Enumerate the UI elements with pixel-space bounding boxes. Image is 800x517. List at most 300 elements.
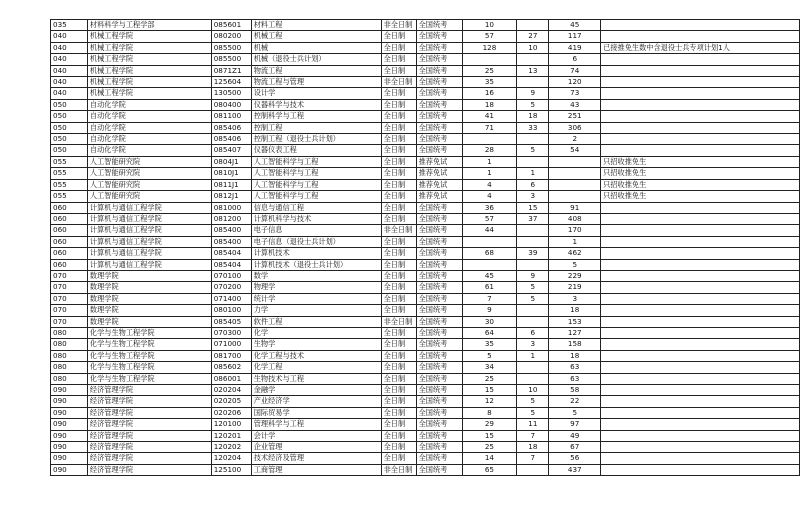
cell-applicant-count: 462 [549, 248, 601, 259]
cell-major-code: 125604 [211, 77, 251, 88]
cell-exam-type: 全国统考 [416, 362, 462, 373]
cell-plan-count: 15 [462, 385, 517, 396]
cell-recommended-count: 5 [517, 282, 549, 293]
enrollment-table [50, 19, 800, 476]
cell-plan-count: 30 [462, 316, 517, 327]
cell-remark [601, 350, 800, 361]
table-row [51, 179, 800, 190]
cell-exam-type: 全国统考 [416, 385, 462, 396]
cell-exam-type: 全国统考 [416, 31, 462, 42]
cell-major-code: 070100 [211, 270, 251, 281]
cell-study-mode: 全日制 [381, 305, 416, 316]
cell-major-name: 人工智能科学与工程 [251, 179, 381, 190]
cell-plan-count: 25 [462, 65, 517, 76]
table-row [51, 385, 800, 396]
cell-plan-count: 41 [462, 111, 517, 122]
cell-recommended-count: 9 [517, 270, 549, 281]
cell-dept-name: 化学与生物工程学院 [87, 327, 211, 338]
cell-major-name: 化学 [251, 327, 381, 338]
cell-applicant-count: 45 [549, 20, 601, 31]
cell-applicant-count: 18 [549, 350, 601, 361]
cell-remark [601, 54, 800, 65]
cell-remark [601, 122, 800, 133]
cell-major-code: 081100 [211, 111, 251, 122]
cell-major-name: 电子信息（退役士兵计划） [251, 236, 381, 247]
cell-exam-type: 全国统考 [416, 122, 462, 133]
cell-recommended-count [517, 156, 549, 167]
cell-applicant-count: 1 [549, 236, 601, 247]
cell-major-code: 070200 [211, 282, 251, 293]
cell-study-mode: 全日制 [381, 350, 416, 361]
cell-major-name: 管理科学与工程 [251, 419, 381, 430]
cell-recommended-count: 33 [517, 122, 549, 133]
cell-exam-type: 全国统考 [416, 373, 462, 384]
cell-major-code: 120100 [211, 419, 251, 430]
cell-major-code: 020204 [211, 385, 251, 396]
cell-applicant-count [549, 191, 601, 202]
cell-plan-count [462, 236, 517, 247]
cell-plan-count: 35 [462, 77, 517, 88]
cell-major-name: 信息与通信工程 [251, 202, 381, 213]
cell-applicant-count: 127 [549, 327, 601, 338]
cell-recommended-count: 5 [517, 293, 549, 304]
cell-dept-code: 050 [51, 99, 88, 110]
cell-study-mode: 全日制 [381, 430, 416, 441]
cell-major-code: 020206 [211, 407, 251, 418]
cell-applicant-count: 306 [549, 122, 601, 133]
table-row [51, 407, 800, 418]
cell-major-code: 0804J1 [211, 156, 251, 167]
cell-major-name: 生物学 [251, 339, 381, 350]
cell-applicant-count: 43 [549, 99, 601, 110]
cell-study-mode: 全日制 [381, 373, 416, 384]
cell-study-mode: 全日制 [381, 270, 416, 281]
cell-study-mode: 全日制 [381, 396, 416, 407]
cell-dept-name: 自动化学院 [87, 122, 211, 133]
cell-major-name: 机械工程 [251, 31, 381, 42]
cell-plan-count: 57 [462, 213, 517, 224]
table-row [51, 259, 800, 270]
cell-study-mode: 全日制 [381, 236, 416, 247]
cell-remark: 只招收推免生 [601, 156, 800, 167]
cell-applicant-count: 437 [549, 464, 601, 475]
cell-major-name: 物理学 [251, 282, 381, 293]
cell-plan-count: 4 [462, 179, 517, 190]
cell-dept-name: 化学与生物工程学院 [87, 350, 211, 361]
cell-remark [601, 270, 800, 281]
cell-plan-count: 44 [462, 225, 517, 236]
cell-study-mode: 全日制 [381, 202, 416, 213]
cell-exam-type: 全国统考 [416, 350, 462, 361]
table-row [51, 305, 800, 316]
cell-major-code: 085400 [211, 225, 251, 236]
cell-plan-count: 71 [462, 122, 517, 133]
cell-study-mode: 全日制 [381, 111, 416, 122]
table-row [51, 350, 800, 361]
cell-plan-count: 1 [462, 168, 517, 179]
cell-major-code: 120204 [211, 453, 251, 464]
cell-plan-count: 5 [462, 350, 517, 361]
cell-dept-code: 070 [51, 316, 88, 327]
cell-dept-name: 自动化学院 [87, 134, 211, 145]
cell-recommended-count [517, 134, 549, 145]
cell-applicant-count: 74 [549, 65, 601, 76]
cell-plan-count: 128 [462, 42, 517, 53]
cell-major-code: 085500 [211, 54, 251, 65]
cell-dept-code: 040 [51, 31, 88, 42]
cell-dept-code: 090 [51, 419, 88, 430]
cell-exam-type: 全国统考 [416, 248, 462, 259]
cell-major-code: 085407 [211, 145, 251, 156]
cell-dept-name: 计算机与通信工程学院 [87, 213, 211, 224]
cell-remark [601, 396, 800, 407]
cell-plan-count: 18 [462, 99, 517, 110]
cell-major-code: 0871Z1 [211, 65, 251, 76]
cell-dept-code: 060 [51, 248, 88, 259]
cell-remark [601, 385, 800, 396]
cell-recommended-count: 3 [517, 191, 549, 202]
cell-remark [601, 316, 800, 327]
cell-recommended-count: 5 [517, 145, 549, 156]
cell-plan-count: 10 [462, 20, 517, 31]
cell-exam-type: 全国统考 [416, 202, 462, 213]
cell-study-mode: 全日制 [381, 88, 416, 99]
cell-exam-type: 全国统考 [416, 430, 462, 441]
cell-major-code: 085404 [211, 259, 251, 270]
cell-plan-count [462, 54, 517, 65]
cell-exam-type: 全国统考 [416, 65, 462, 76]
cell-recommended-count [517, 77, 549, 88]
cell-exam-type: 全国统考 [416, 111, 462, 122]
table-row [51, 236, 800, 247]
cell-applicant-count: 251 [549, 111, 601, 122]
cell-dept-code: 060 [51, 213, 88, 224]
cell-dept-name: 机械工程学院 [87, 77, 211, 88]
cell-exam-type: 全国统考 [416, 134, 462, 145]
table-row [51, 88, 800, 99]
table-row [51, 282, 800, 293]
cell-major-code: 085406 [211, 134, 251, 145]
cell-dept-name: 计算机与通信工程学院 [87, 248, 211, 259]
cell-dept-name: 经济管理学院 [87, 407, 211, 418]
cell-dept-name: 机械工程学院 [87, 88, 211, 99]
cell-recommended-count: 5 [517, 396, 549, 407]
cell-study-mode: 全日制 [381, 99, 416, 110]
cell-major-name: 仪器仪表工程 [251, 145, 381, 156]
cell-applicant-count: 67 [549, 442, 601, 453]
cell-remark [601, 236, 800, 247]
cell-exam-type: 全国统考 [416, 396, 462, 407]
cell-applicant-count: 117 [549, 31, 601, 42]
cell-applicant-count: 170 [549, 225, 601, 236]
cell-dept-code: 090 [51, 407, 88, 418]
cell-dept-code: 080 [51, 339, 88, 350]
cell-dept-name: 经济管理学院 [87, 464, 211, 475]
cell-applicant-count [549, 179, 601, 190]
cell-applicant-count: 49 [549, 430, 601, 441]
table-body [51, 20, 800, 476]
cell-exam-type: 全国统考 [416, 213, 462, 224]
cell-applicant-count: 229 [549, 270, 601, 281]
cell-major-name: 设计学 [251, 88, 381, 99]
cell-major-code: 085500 [211, 42, 251, 53]
cell-dept-name: 人工智能研究院 [87, 179, 211, 190]
cell-plan-count: 12 [462, 396, 517, 407]
cell-remark [601, 293, 800, 304]
cell-recommended-count [517, 464, 549, 475]
cell-plan-count [462, 259, 517, 270]
cell-applicant-count: 153 [549, 316, 601, 327]
cell-recommended-count: 11 [517, 419, 549, 430]
cell-major-name: 工商管理 [251, 464, 381, 475]
cell-study-mode: 全日制 [381, 259, 416, 270]
cell-study-mode: 非全日制 [381, 464, 416, 475]
cell-recommended-count: 6 [517, 327, 549, 338]
cell-recommended-count: 6 [517, 179, 549, 190]
cell-recommended-count [517, 362, 549, 373]
cell-dept-name: 经济管理学院 [87, 430, 211, 441]
cell-dept-code: 040 [51, 42, 88, 53]
cell-remark: 只招收推免生 [601, 179, 800, 190]
table-row [51, 316, 800, 327]
cell-dept-name: 化学与生物工程学院 [87, 373, 211, 384]
table-row [51, 430, 800, 441]
cell-study-mode: 非全日制 [381, 316, 416, 327]
cell-major-name: 生物技术与工程 [251, 373, 381, 384]
cell-applicant-count: 2 [549, 134, 601, 145]
cell-dept-code: 090 [51, 396, 88, 407]
cell-exam-type: 全国统考 [416, 282, 462, 293]
cell-dept-name: 化学与生物工程学院 [87, 362, 211, 373]
cell-plan-count: 36 [462, 202, 517, 213]
cell-dept-name: 人工智能研究院 [87, 168, 211, 179]
cell-plan-count: 64 [462, 327, 517, 338]
cell-major-name: 人工智能科学与工程 [251, 156, 381, 167]
cell-major-code: 070300 [211, 327, 251, 338]
cell-plan-count: 61 [462, 282, 517, 293]
enrollment-table-sheet [50, 19, 800, 476]
cell-recommended-count: 5 [517, 99, 549, 110]
cell-major-name: 计算机科学与技术 [251, 213, 381, 224]
cell-major-name: 力学 [251, 305, 381, 316]
cell-applicant-count: 219 [549, 282, 601, 293]
cell-dept-code: 050 [51, 145, 88, 156]
cell-remark [601, 202, 800, 213]
cell-major-code: 020205 [211, 396, 251, 407]
cell-applicant-count: 22 [549, 396, 601, 407]
table-row [51, 145, 800, 156]
cell-dept-code: 080 [51, 362, 88, 373]
table-row [51, 327, 800, 338]
cell-remark [601, 145, 800, 156]
cell-major-name: 机械 [251, 42, 381, 53]
cell-dept-code: 080 [51, 327, 88, 338]
cell-dept-name: 计算机与通信工程学院 [87, 225, 211, 236]
cell-dept-code: 055 [51, 168, 88, 179]
cell-dept-name: 数理学院 [87, 316, 211, 327]
cell-major-name: 物流工程 [251, 65, 381, 76]
cell-recommended-count: 10 [517, 385, 549, 396]
cell-dept-name: 数理学院 [87, 293, 211, 304]
cell-plan-count: 65 [462, 464, 517, 475]
cell-applicant-count: 419 [549, 42, 601, 53]
table-row [51, 202, 800, 213]
cell-major-name: 统计学 [251, 293, 381, 304]
cell-study-mode: 全日制 [381, 134, 416, 145]
table-row [51, 213, 800, 224]
cell-exam-type: 全国统考 [416, 225, 462, 236]
cell-dept-code: 070 [51, 293, 88, 304]
cell-major-code: 0811J1 [211, 179, 251, 190]
cell-dept-code: 060 [51, 225, 88, 236]
cell-study-mode: 全日制 [381, 339, 416, 350]
cell-recommended-count: 18 [517, 442, 549, 453]
cell-remark [601, 259, 800, 270]
cell-dept-code: 080 [51, 373, 88, 384]
cell-remark [601, 442, 800, 453]
table-row [51, 122, 800, 133]
table-row [51, 442, 800, 453]
cell-study-mode: 非全日制 [381, 20, 416, 31]
cell-study-mode: 非全日制 [381, 77, 416, 88]
cell-dept-name: 数理学院 [87, 305, 211, 316]
cell-plan-count: 25 [462, 373, 517, 384]
cell-dept-code: 040 [51, 77, 88, 88]
cell-remark: 已接推免生数中含退役士兵专项计划1人 [601, 42, 800, 53]
table-row [51, 293, 800, 304]
cell-exam-type: 全国统考 [416, 339, 462, 350]
cell-remark [601, 282, 800, 293]
cell-major-code: 081200 [211, 213, 251, 224]
cell-major-name: 软件工程 [251, 316, 381, 327]
cell-major-name: 数学 [251, 270, 381, 281]
cell-exam-type: 全国统考 [416, 88, 462, 99]
cell-dept-name: 数理学院 [87, 270, 211, 281]
cell-dept-code: 040 [51, 65, 88, 76]
cell-recommended-count [517, 259, 549, 270]
cell-dept-code: 070 [51, 305, 88, 316]
cell-remark [601, 419, 800, 430]
cell-dept-name: 自动化学院 [87, 145, 211, 156]
cell-major-name: 材料工程 [251, 20, 381, 31]
cell-dept-name: 计算机与通信工程学院 [87, 259, 211, 270]
table-row [51, 65, 800, 76]
cell-dept-code: 050 [51, 122, 88, 133]
cell-major-name: 仪器科学与技术 [251, 99, 381, 110]
cell-applicant-count [549, 168, 601, 179]
cell-exam-type: 全国统考 [416, 77, 462, 88]
cell-plan-count: 15 [462, 430, 517, 441]
table-row [51, 248, 800, 259]
table-row [51, 111, 800, 122]
cell-recommended-count [517, 236, 549, 247]
cell-recommended-count: 5 [517, 407, 549, 418]
cell-remark [601, 464, 800, 475]
cell-dept-name: 机械工程学院 [87, 31, 211, 42]
cell-study-mode: 全日制 [381, 293, 416, 304]
cell-major-code: 0812J1 [211, 191, 251, 202]
cell-major-name: 产业经济学 [251, 396, 381, 407]
cell-exam-type: 全国统考 [416, 293, 462, 304]
cell-applicant-count: 73 [549, 88, 601, 99]
cell-dept-name: 材料科学与工程学部 [87, 20, 211, 31]
cell-dept-code: 090 [51, 442, 88, 453]
cell-exam-type: 全国统考 [416, 419, 462, 430]
cell-applicant-count: 63 [549, 373, 601, 384]
cell-major-code: 086001 [211, 373, 251, 384]
cell-dept-code: 090 [51, 453, 88, 464]
table-row [51, 270, 800, 281]
cell-dept-code: 060 [51, 259, 88, 270]
cell-applicant-count: 6 [549, 54, 601, 65]
cell-plan-count: 16 [462, 88, 517, 99]
cell-major-name: 控制科学与工程 [251, 111, 381, 122]
table-row [51, 339, 800, 350]
cell-recommended-count [517, 305, 549, 316]
cell-dept-name: 经济管理学院 [87, 396, 211, 407]
cell-applicant-count: 5 [549, 259, 601, 270]
cell-major-name: 机械（退役士兵计划） [251, 54, 381, 65]
cell-dept-code: 060 [51, 236, 88, 247]
cell-applicant-count: 97 [549, 419, 601, 430]
cell-major-name: 金融学 [251, 385, 381, 396]
cell-study-mode: 全日制 [381, 191, 416, 202]
cell-dept-code: 055 [51, 191, 88, 202]
cell-study-mode: 全日制 [381, 362, 416, 373]
table-row [51, 191, 800, 202]
cell-dept-code: 040 [51, 88, 88, 99]
cell-study-mode: 全日制 [381, 65, 416, 76]
cell-study-mode: 全日制 [381, 179, 416, 190]
cell-dept-name: 经济管理学院 [87, 419, 211, 430]
cell-major-name: 会计学 [251, 430, 381, 441]
cell-remark [601, 213, 800, 224]
cell-remark [601, 305, 800, 316]
cell-plan-count: 57 [462, 31, 517, 42]
cell-applicant-count: 54 [549, 145, 601, 156]
table-row [51, 225, 800, 236]
cell-major-name: 化学工程 [251, 362, 381, 373]
cell-study-mode: 全日制 [381, 453, 416, 464]
cell-dept-code: 070 [51, 282, 88, 293]
cell-plan-count: 29 [462, 419, 517, 430]
cell-major-code: 081000 [211, 202, 251, 213]
cell-exam-type: 全国统考 [416, 316, 462, 327]
cell-remark [601, 20, 800, 31]
cell-dept-code: 070 [51, 270, 88, 281]
cell-recommended-count [517, 225, 549, 236]
cell-dept-code: 035 [51, 20, 88, 31]
cell-recommended-count [517, 316, 549, 327]
cell-exam-type: 全国统考 [416, 453, 462, 464]
cell-dept-name: 机械工程学院 [87, 65, 211, 76]
table-row [51, 464, 800, 475]
cell-dept-name: 经济管理学院 [87, 453, 211, 464]
cell-dept-code: 090 [51, 385, 88, 396]
cell-remark [601, 225, 800, 236]
cell-applicant-count: 56 [549, 453, 601, 464]
cell-dept-name: 数理学院 [87, 282, 211, 293]
cell-applicant-count: 63 [549, 362, 601, 373]
cell-dept-code: 055 [51, 156, 88, 167]
cell-major-name: 计算机技术 [251, 248, 381, 259]
cell-exam-type: 全国统考 [416, 236, 462, 247]
cell-exam-type: 推荐免试 [416, 168, 462, 179]
cell-study-mode: 全日制 [381, 168, 416, 179]
table-row [51, 168, 800, 179]
cell-plan-count: 68 [462, 248, 517, 259]
cell-dept-code: 090 [51, 464, 88, 475]
